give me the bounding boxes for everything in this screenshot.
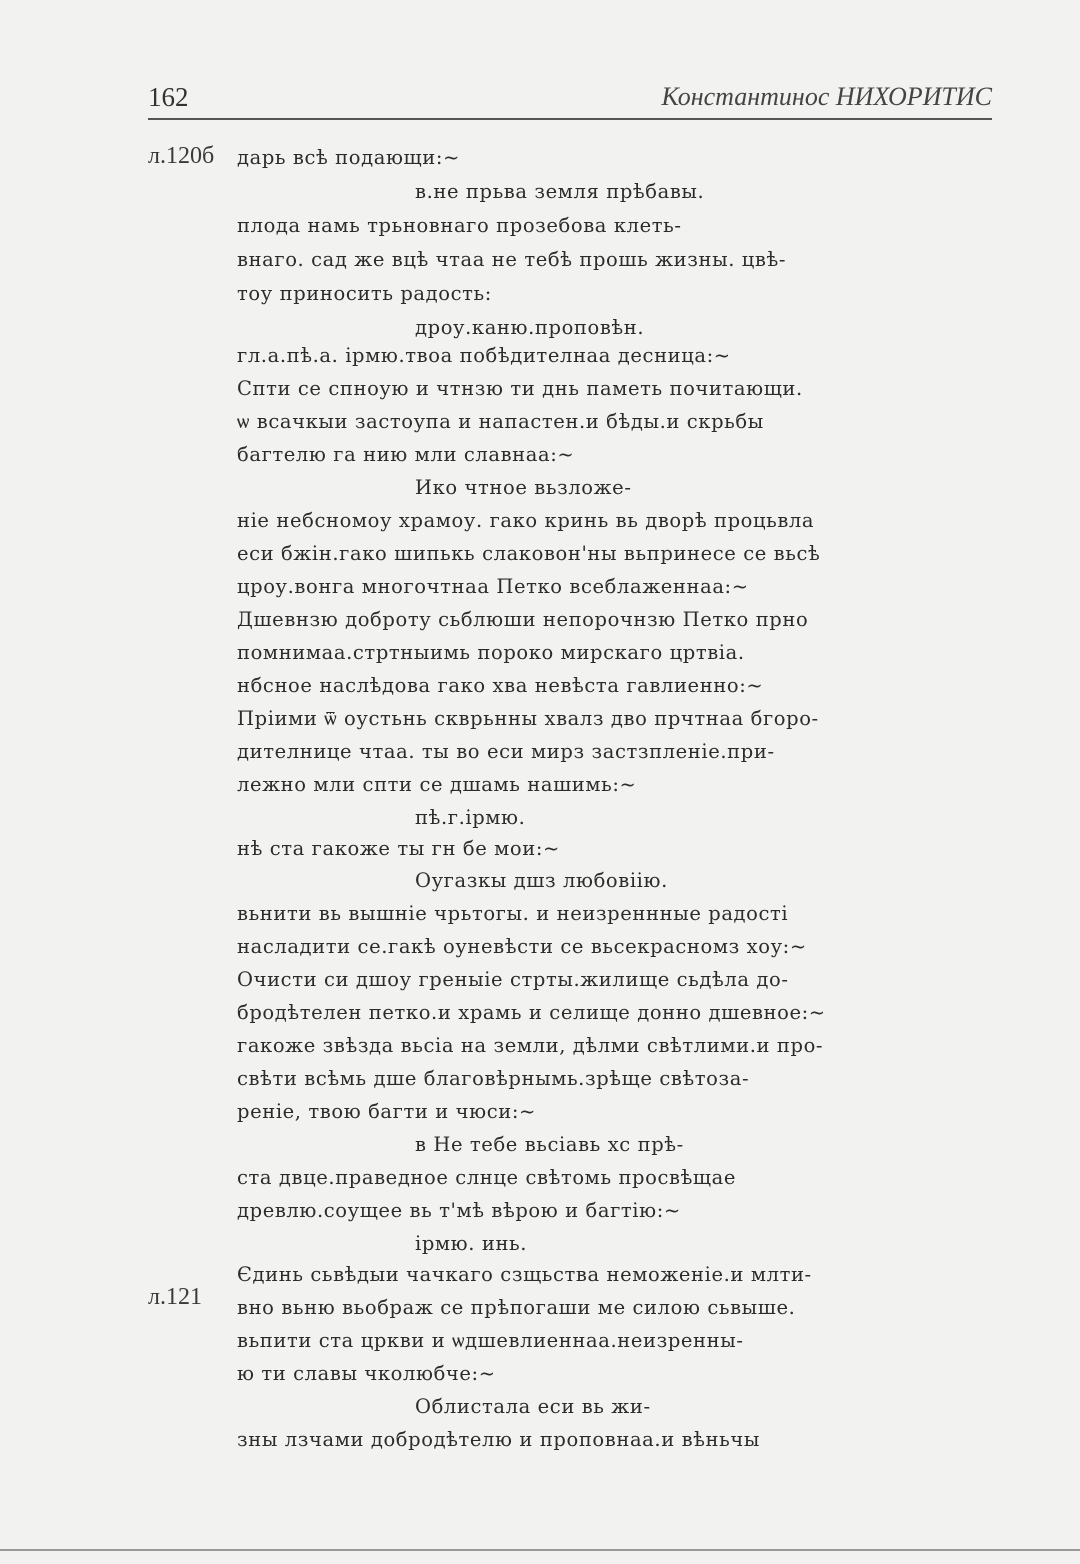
text-line: дарь всѣ подающи:~	[237, 146, 460, 169]
folio-note: л.121	[148, 1284, 202, 1310]
text-line: древлю.соущее вь т'мѣ вѣрою и багтію:~	[237, 1199, 681, 1222]
text-line: лежно мли спти се дшамь нашимь:~	[237, 773, 637, 796]
text-line: дителнице чтаа. ты во еси мирз застзпленіе.при-	[237, 740, 775, 763]
text-line: пѣ.г.ірмю.	[415, 806, 526, 829]
text-line: вно вьню вьображ се прѣпогаши ме силою сьвыше.	[237, 1296, 796, 1319]
running-head: Константинос НИХОРИТИС	[661, 82, 992, 111]
bottom-edge-line	[0, 1549, 1080, 1551]
text-line: Очисти си дшоу греныіе стрты.жилище сьдѣла до-	[237, 968, 789, 991]
text-line: цроу.вонга многочтнаа Петко всеблаженнаа:~	[237, 575, 749, 598]
text-line: гл.а.пѣ.а. ірмю.твоа побѣдителнаа десница:~	[237, 344, 731, 367]
text-line: еси бжін.гако шипькь слаковон'ны вьпринесе се вьсѣ	[237, 542, 821, 565]
text-line: дроу.каню.проповѣн.	[415, 316, 645, 339]
folio-note: л.120б	[148, 143, 215, 169]
text-line: помнимаа.стртныимь пороко мирскаго цртвіа.	[237, 641, 745, 664]
text-line: Пріими ѿ оустьнь скврьнны хвалз дво прчтнаа бгоро-	[237, 707, 819, 730]
text-line: гакоже звѣзда вьсіа на земли, дѣлми свѣтлими.и про-	[237, 1034, 824, 1057]
page-number: 162	[148, 82, 189, 112]
text-line: нѣ ста гакоже ты гн бе мои:~	[237, 837, 560, 860]
text-line: в.не прьва земля прѣбавы.	[415, 180, 705, 203]
text-line: свѣти всѣмь дше благовѣрнымь.зрѣще свѣтоза-	[237, 1067, 750, 1090]
text-line: Спти се спноую и чтнзю ти днь паметь почитающи.	[237, 377, 803, 400]
text-line: багтелю га нию мли славнаа:~	[237, 443, 575, 466]
text-line: насладити се.гакѣ оуневѣсти се вьсекрасномз хоу:~	[237, 935, 807, 958]
text-line: зны лзчами добродѣтелю и проповнаа.и вѣньчы	[237, 1428, 760, 1451]
text-line: в Не тебе вьсіавь хс прѣ-	[415, 1133, 684, 1156]
text-line: тоу приносить радость:	[237, 282, 492, 305]
text-line: ю ти славы чколюбче:~	[237, 1362, 496, 1385]
text-line: вьнити вь вышніе чрьтогы. и неизреннные радості	[237, 902, 789, 925]
text-line: Оугазкы дшз любовіію.	[415, 869, 668, 892]
text-line: бродѣтелен петко.и храмь и селище донно дшевное:~	[237, 1001, 826, 1024]
page-header	[148, 78, 992, 120]
text-line: вьпити ста цркви и ѡдшевлиеннаа.неизренны-	[237, 1329, 744, 1352]
text-line: Дшевнзю доброту сьблюши непорочнзю Петко прно	[237, 608, 809, 631]
text-line: Ико чтное вьзложе-	[415, 476, 632, 499]
text-line: ѡ всачкыи застоупа и напастен.и бѣды.и скрьбы	[237, 410, 764, 433]
text-line: реніе, твою багти и чюси:~	[237, 1100, 536, 1123]
text-line: нбсное наслѣдова гако хва невѣста гавлиенно:~	[237, 674, 764, 697]
text-line: Облистала еси вь жи-	[415, 1395, 651, 1418]
text-line: Єдинь сьвѣдыи чачкаго сзщьства неможеніе.и млти-	[237, 1263, 812, 1286]
text-line: ста двце.праведное слнце свѣтомь просвѣщае	[237, 1166, 737, 1189]
text-line: плода намь трьновнаго прозебова клеть-	[237, 214, 682, 237]
text-line: ірмю. инь.	[415, 1232, 528, 1255]
text-line: ніе небсномоу храмоу. гако кринь вь дворѣ процьвла	[237, 509, 815, 532]
text-line: внаго. сад же вцѣ чтаа не тебѣ прошь жизны. цвѣ-	[237, 248, 787, 271]
